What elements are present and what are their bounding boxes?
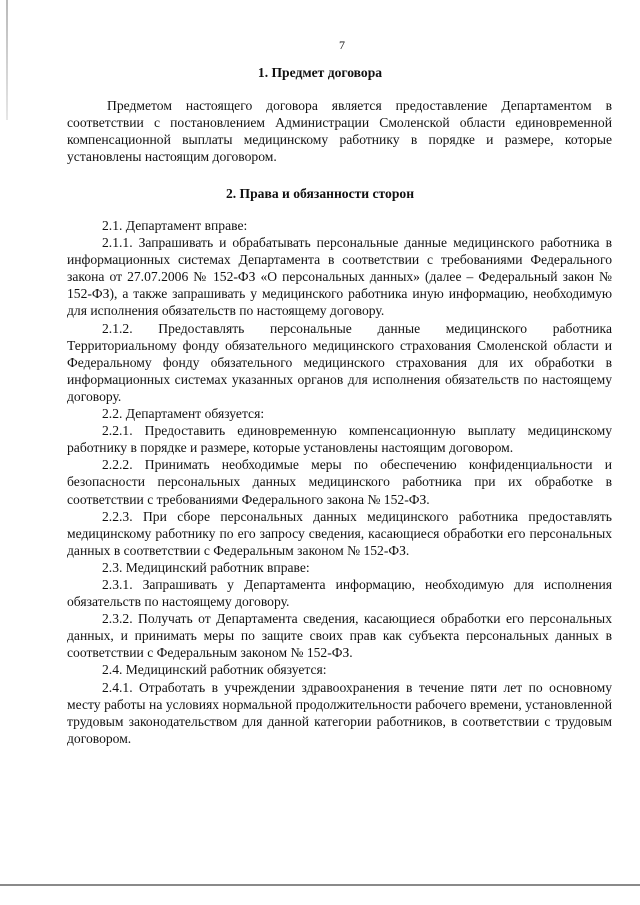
paragraph-2-4: 2.4. Медицинский работник обязуется: [102, 662, 327, 678]
scan-bottom-edge [0, 884, 640, 886]
paragraph-2-2-3: 2.2.3. При сборе персональных данных медицинского работника предоставлять медицинскому работнику по его запросу сведения, касающиеся обработки его персональных данных в соответствии с Федеральным законом № 152-ФЗ. [67, 508, 612, 558]
paragraph-2-2: 2.2. Департамент обязуется: [102, 406, 265, 422]
paragraph-2-1-1: 2.1.1. Запрашивать и обрабатывать персональные данные медицинского работника в информационных системах Департамента в соответствии с требованиями Федерального закона от 27.07.2006 № 152-ФЗ «О персональных данных» (далее – Федеральный закон № 152-ФЗ), а также запрашивать у медицинского работника иную информацию, необходимую для исполнения обязательств по настоящему договору. [67, 235, 612, 319]
page-number: 7 [339, 38, 345, 52]
paragraph-2-3: 2.3. Медицинский работник вправе: [102, 559, 310, 575]
paragraph: Предметом настоящего договора является предоставление Департаментом в соответствии с постановлением Администрации Смоленской области единовременной компенсационной выплаты медицинскому работнику в порядке и размере, которые установлены настоящим договором. [67, 98, 612, 165]
paragraph-2-3-1: 2.3.1. Запрашивать у Департамента информацию, необходимую для исполнения обязательств по настоящему договору. [67, 576, 612, 610]
paragraph-2-3-2: 2.3.2. Получать от Департамента сведения, касающиеся обработки его персональных данных, и принимать меры по защите своих прав как субъекта персональных данных в соответствии с Федеральным законом № 152-ФЗ. [67, 611, 612, 661]
paragraph-2-4-1: 2.4.1. Отработать в учреждении здравоохранения в течение пяти лет по основному месту работы на условиях нормальной продолжительности рабочего времени, установленной трудовым законодательством для данной категории работников, в соответствии с трудовым договором. [67, 679, 612, 746]
paragraph-2-2-1: 2.2.1. Предоставить единовременную компенсационную выплату медицинскому работнику в порядке и размере, которые установлены настоящим договором. [67, 423, 612, 456]
scan-left-edge [6, 0, 8, 120]
section-1-body [67, 97, 612, 165]
section-2-body [67, 217, 612, 747]
section-2-title: 2. Права и обязанности сторон [225, 186, 415, 201]
section-1-title: 1. Предмет договора [257, 65, 383, 80]
paragraph-2-1: 2.1. Департамент вправе: [102, 218, 248, 233]
paragraph-2-2-2: 2.2.2. Принимать необходимые меры по обеспечению конфиденциальности и безопасности персональных данных медицинского работника при их обработке в соответствии с требованиями Федерального закона № 152-ФЗ. [67, 457, 612, 507]
paragraph-2-1-2: 2.1.2. Предоставлять персональные данные медицинского работника Территориальному фонду обязательного медицинского страхования Смоленской области и Федеральному фонду обязательного медицинского страхования для их обработки в информационных системах указанных органов для исполнения обязательств по настоящему договору. [67, 320, 612, 404]
